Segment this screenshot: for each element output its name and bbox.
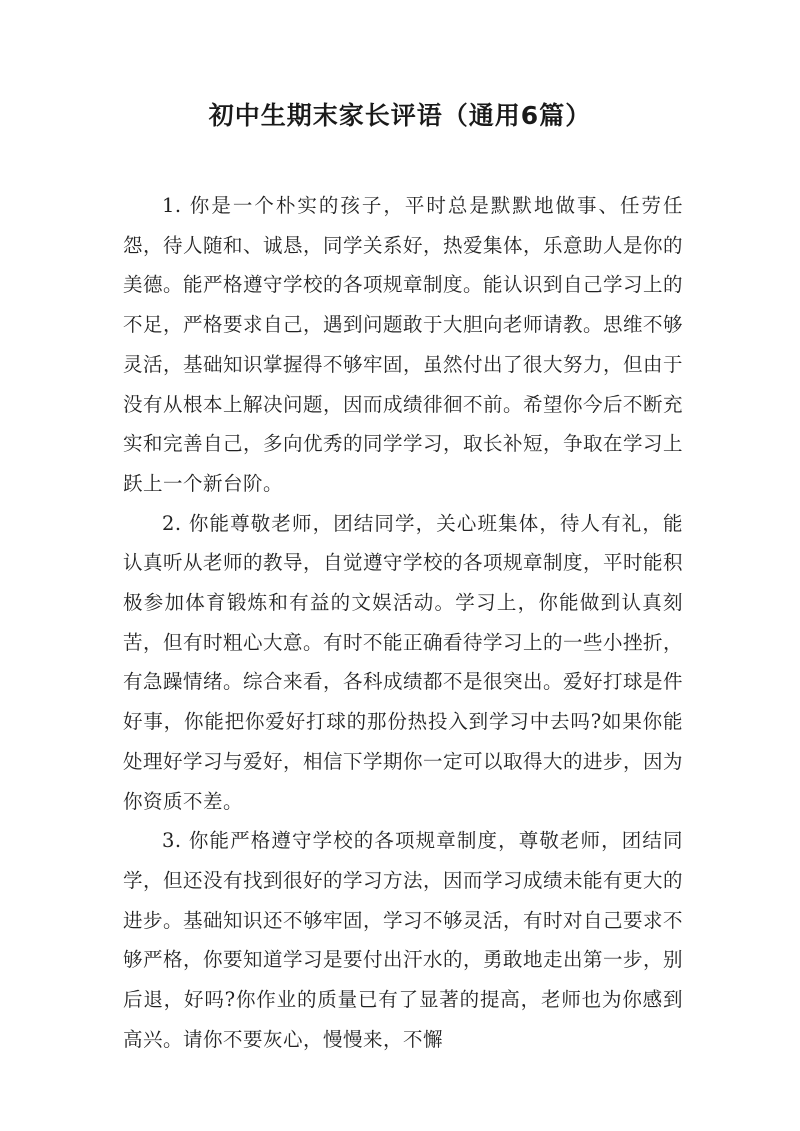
paragraph-2: 2. 你能尊敬老师，团结同学，关心班集体，待人有礼，能认真听从老师的教导，自觉遵守学校的各项规章制度，平时能积极参加体育锻炼和有益的文娱活动。学习上，你能做到认真刻苦，但有时粗心大意。有时不能正确看待学习上的一些小挫折，有急躁情绪。综合来看，各科成绩都不是很突出。爱好打球是件好事，你能把你爱好打球的那份热投入到学习中去吗?如果你能处理好学习与爱好，相信下学期你一定可以取得大的进步，因为你资质不差。 — [123, 511, 684, 813]
document-title: 初中生期末家长评语（通用6篇） — [208, 101, 592, 130]
paragraph-3: 3. 你能严格遵守学校的各项规章制度，尊敬老师，团结同学，但还没有找到很好的学习方法，因而学习成绩未能有更大的进步。基础知识还不够牢固，学习不够灵活，有时对自己要求不够严格，你要知道学习是要付出汗水的，勇敢地走出第一步，别后退，好吗?你作业的质量已有了显著的提高，老师也为你感到高兴。请你不要灰心，慢慢来，不懈 — [123, 829, 684, 1051]
paragraph-1: 1. 你是一个朴实的孩子，平时总是默默地做事、任劳任怨，待人随和、诚恳，同学关系好，热爱集体，乐意助人是你的美德。能严格遵守学校的各项规章制度。能认识到自己学习上的不足，严格要求自己，遇到问题敢于大胆向老师请教。思维不够灵活，基础知识掌握得不够牢固，虽然付出了很大努力，但由于没有从根本上解决问题，因而成绩徘徊不前。希望你今后不断充实和完善自己，多向优秀的同学学习，取长补短，争取在学习上跃上一个新台阶。 — [123, 194, 684, 495]
document-body — [123, 186, 683, 1059]
